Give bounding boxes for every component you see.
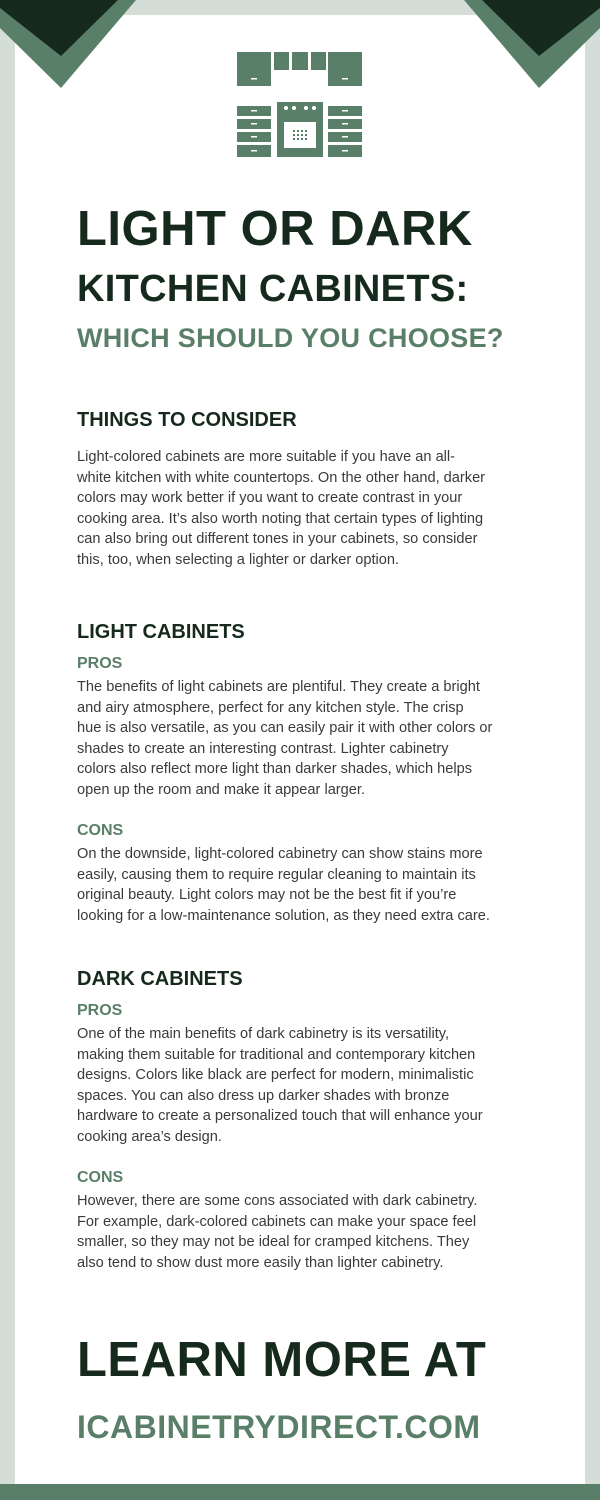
light-pros-label: PROS: [77, 655, 123, 672]
dark-pros-label: PROS: [77, 1002, 123, 1019]
bottom-bar: [0, 1484, 600, 1500]
things-to-consider-text: [77, 447, 547, 570]
light-pros-text: [77, 677, 547, 800]
learn-more-heading: LEARN MORE AT: [77, 1333, 487, 1387]
text-line: making them suitable for traditional and contemporary kitchen: [77, 1046, 476, 1063]
text-line: spaces. You can also dress up darker shades with bronze: [77, 1087, 450, 1104]
text-line: designs. Colors like black are perfect for modern, minimalistic: [77, 1067, 474, 1083]
corner-chevron-right: [460, 0, 600, 95]
page-title: LIGHT OR DARK: [77, 202, 473, 256]
dark-cons-label: CONS: [77, 1169, 124, 1186]
light-cons-label: CONS: [77, 822, 124, 839]
page-subtitle: WHICH SHOULD YOU CHOOSE?: [77, 323, 504, 353]
text-line: cooking area’s design.: [77, 1128, 222, 1145]
text-line: hue is also versatile, as you can easily pair it with other colors or: [77, 720, 493, 736]
dark-cabinets-heading: DARK CABINETS: [77, 968, 243, 990]
light-cons-text: [77, 844, 547, 926]
website-url: ICABINETRYDIRECT.COM: [77, 1409, 481, 1445]
text-line: The benefits of light cabinets are plentiful. They create a bright: [77, 679, 480, 695]
text-line: smaller, so they may not be ideal for cramped kitchens. They: [77, 1234, 470, 1250]
dark-cons-text: [77, 1191, 547, 1273]
text-line: white kitchen with white countertops. On the other hand, darker: [77, 469, 486, 486]
text-line: open up the room and make it appear larger.: [77, 781, 366, 798]
text-line: One of the main benefits of dark cabinetry is its versatility,: [77, 1026, 450, 1042]
text-line: cooking area. It’s also worth noting that certain types of lighting: [77, 510, 484, 527]
text-line: On the downside, light-colored cabinetry can show stains more: [77, 846, 483, 862]
text-line: For example, dark-colored cabinets can make your space feel: [77, 1213, 477, 1230]
text-line: hardware to create a personalized touch that will enhance your: [77, 1108, 483, 1124]
kitchen-cabinets-icon: [237, 50, 363, 160]
title-block: [77, 198, 547, 358]
dark-pros-text: [77, 1024, 547, 1147]
main-content: [77, 405, 547, 1273]
text-line: colors may work better if you want to create contrast in your: [77, 490, 463, 506]
things-to-consider-heading: THINGS TO CONSIDER: [77, 409, 297, 431]
text-line: colors also reflect more light than darker shades, which helps: [77, 761, 473, 777]
text-line: original beauty. Light colors may not be the best fit if you’re: [77, 887, 457, 903]
text-line: also tend to show dust more easily than lighter cabinetry.: [77, 1254, 444, 1271]
text-line: this, too, when selecting a lighter or darker option.: [77, 551, 400, 568]
page-title-line2: KITCHEN CABINETS:: [77, 268, 469, 310]
text-line: However, there are some cons associated with dark cabinetry.: [77, 1193, 478, 1209]
text-line: can also bring out different tones in your cabinets, so consider: [77, 531, 478, 547]
text-line: and airy atmosphere, perfect for any kitchen style. The crisp: [77, 699, 464, 716]
learn-more-block: [77, 1328, 557, 1450]
corner-chevron-left: [0, 0, 140, 95]
light-cabinets-heading: LIGHT CABINETS: [77, 621, 245, 643]
text-line: looking for a low-maintenance solution, as they need extra care.: [77, 907, 490, 924]
text-line: Light-colored cabinets are more suitable if you have an all-: [77, 449, 456, 465]
text-line: easily, causing them to require regular cleaning to maintain its: [77, 866, 476, 883]
text-line: shades to create an interesting contrast. Lighter cabinetry: [77, 740, 449, 757]
